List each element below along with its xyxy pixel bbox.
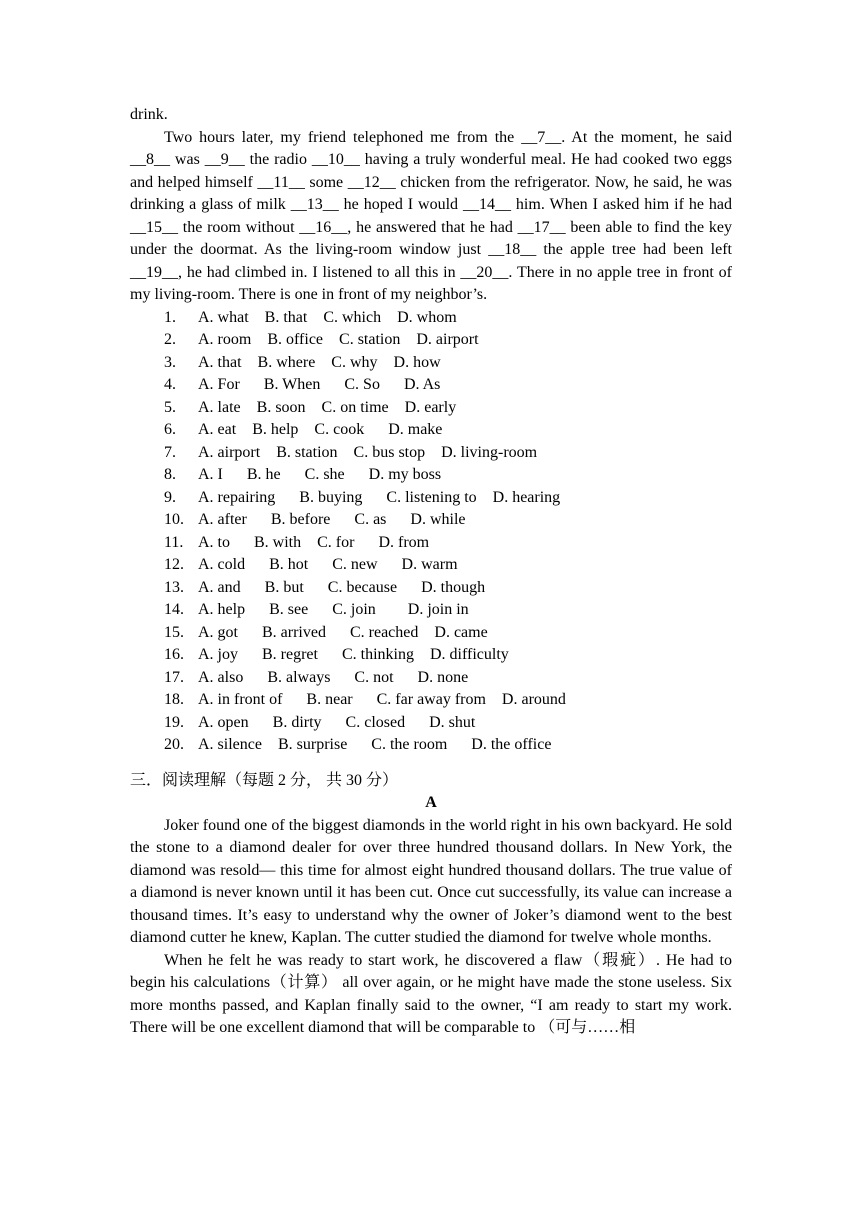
part-label: A xyxy=(425,794,437,811)
option-number: 3. xyxy=(164,353,176,371)
option-number: 14. xyxy=(164,601,184,618)
option-row xyxy=(130,622,732,645)
option-number: 10. xyxy=(164,511,184,528)
option-row xyxy=(130,734,732,757)
option-choices: A. in front of B. near C. far away from D. around xyxy=(198,691,566,708)
cloze-paragraph: Two hours later, my friend telephoned me from the __7__. At the moment, he said __8__ was __9__ the radio __10__ having a truly wonderful meal. He had cooked two eggs and helped himself __11__ some __12__ chicken from the refrigerator. Now, he said, he was drinking a glass of milk __13__ he hoped I would __14__ him. When I asked him if he had __15__ the room without __16__, he answered that he had __17__ been able to find the key under the doormat. As the living-room window just __18__ the apple tree had been left __19__, he had climbed in. I listened to all this in __20__. There in no apple tree in front of my living-room. There is one in front of my neighbor’s. xyxy=(130,128,732,303)
option-number: 11. xyxy=(164,533,184,551)
option-number: 12. xyxy=(164,556,184,573)
option-row xyxy=(130,509,732,532)
option-number: 6. xyxy=(164,421,176,438)
option-row xyxy=(130,689,732,712)
option-row xyxy=(130,644,732,667)
option-choices: A. and B. but C. because D. though xyxy=(198,578,486,596)
option-choices: A. room B. office C. station D. airport xyxy=(198,331,479,348)
option-choices: A. got B. arrived C. reached D. came xyxy=(198,623,488,641)
document-page xyxy=(130,104,732,1040)
option-row xyxy=(130,554,732,577)
option-choices: A. cold B. hot C. new D. warm xyxy=(198,556,458,573)
option-number: 20. xyxy=(164,736,184,753)
option-number: 8. xyxy=(164,466,176,483)
option-row xyxy=(130,442,732,465)
option-row xyxy=(130,374,732,397)
option-number: 19. xyxy=(164,713,184,731)
reading-paragraph-2: When he felt he was ready to start work, he discovered a flaw（瑕疵）. He had to begin his calculations（计算） all over again, or he might have made the stone useless. Six more months passed, and Kaplan finally said to the owner, “I am ready to start my work. There will be one excellent diamond that will be comparable to （可与……相 xyxy=(130,951,732,1036)
cloze-options-list xyxy=(130,307,732,757)
option-row xyxy=(130,352,732,375)
option-number: 15. xyxy=(164,623,184,641)
option-number: 9. xyxy=(164,488,176,506)
option-row xyxy=(130,577,732,600)
option-number: 2. xyxy=(164,331,176,348)
option-choices: A. help B. see C. join D. join in xyxy=(198,601,469,618)
cloze-first-line: drink. xyxy=(130,106,168,123)
option-row xyxy=(130,487,732,510)
option-row xyxy=(130,599,732,622)
option-number: 5. xyxy=(164,398,176,416)
option-choices: A. repairing B. buying C. listening to D. hearing xyxy=(198,488,561,506)
option-row xyxy=(130,329,732,352)
option-choices: A. after B. before C. as D. while xyxy=(198,511,466,528)
option-number: 16. xyxy=(164,646,184,663)
option-row xyxy=(130,464,732,487)
section-heading: 三．阅读理解（每题 2 分， 共 30 分） xyxy=(130,771,399,789)
option-choices: A. also B. always C. not D. none xyxy=(198,668,469,686)
option-number: 1. xyxy=(164,308,176,326)
option-choices: A. joy B. regret C. thinking D. difficulty xyxy=(198,646,509,663)
option-number: 18. xyxy=(164,691,184,708)
option-choices: A. to B. with C. for D. from xyxy=(198,533,430,551)
option-row xyxy=(130,532,732,555)
option-number: 4. xyxy=(164,376,176,393)
reading-paragraph-1: Joker found one of the biggest diamonds in the world right in his own backyard. He sold the stone to a diamond dealer for over three hundred thousand dollars. In New York, the diamond was resold— this time for almost eight hundred thousand dollars. The true value of a diamond is never known until it has been cut. Once cut successfully, its value can increase a thousand times. It’s easy to understand why the owner of Joker’s diamond went to the best diamond cutter he knew, Kaplan. The cutter studied the diamond for twelve whole months. xyxy=(130,816,732,946)
option-choices: A. that B. where C. why D. how xyxy=(198,353,441,371)
option-choices: A. I B. he C. she D. my boss xyxy=(198,466,442,483)
option-row xyxy=(130,307,732,330)
option-number: 17. xyxy=(164,668,184,686)
option-choices: A. what B. that C. which D. whom xyxy=(198,308,457,326)
option-choices: A. silence B. surprise C. the room D. the office xyxy=(198,736,552,753)
option-number: 7. xyxy=(164,443,176,461)
option-row xyxy=(130,397,732,420)
option-choices: A. late B. soon C. on time D. early xyxy=(198,398,457,416)
option-choices: A. airport B. station C. bus stop D. living-room xyxy=(198,443,538,461)
option-row xyxy=(130,712,732,735)
option-number: 13. xyxy=(164,578,184,596)
option-choices: A. eat B. help C. cook D. make xyxy=(198,421,443,438)
option-choices: A. For B. When C. So D. As xyxy=(198,376,441,393)
option-choices: A. open B. dirty C. closed D. shut xyxy=(198,713,476,731)
option-row xyxy=(130,419,732,442)
option-row xyxy=(130,667,732,690)
